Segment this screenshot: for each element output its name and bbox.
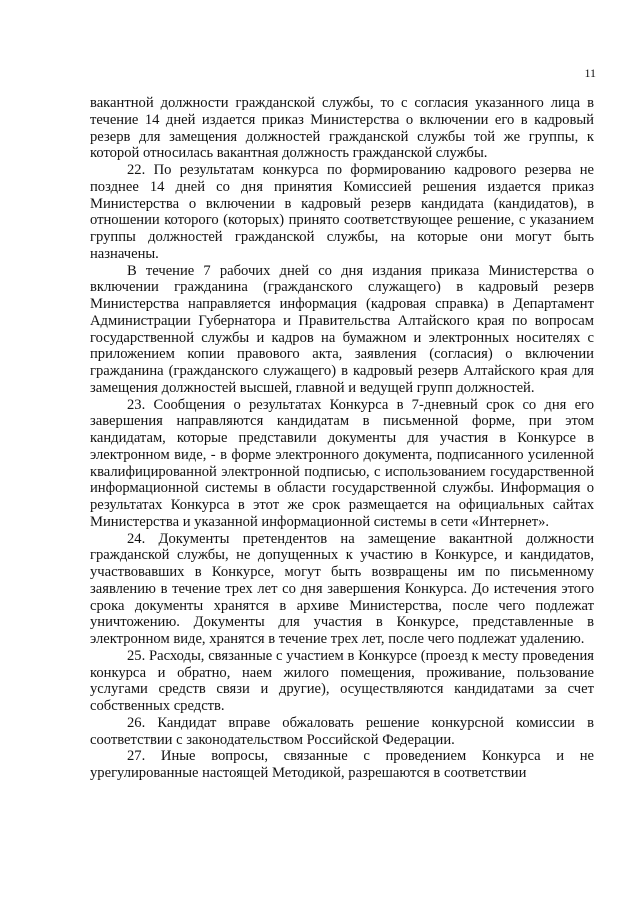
page-number: 11 bbox=[584, 66, 596, 80]
paragraph-26: 26. Кандидат вправе обжаловать решение конкурсной комиссии в соответствии с законодательством Российской Федерации. bbox=[90, 714, 594, 748]
paragraph-23: 23. Сообщения о результатах Конкурса в 7-дневный срок со дня его завершения направляются кандидатам в письменной форме, при этом кандидатам, которые представили документы для участия в Конкурсе в электронном виде, - в форме электронного документа, подписанного усиленной квалифицированной электронной подписью, с использованием государственной информационной системы в области государственной службы. Информация о результатах Конкурса в этот же срок размещается на официальных сайтах Министерства и указанной информационной системы в сети «Интернет». bbox=[90, 396, 594, 530]
paragraph-22: 22. По результатам конкурса по формированию кадрового резерва не позднее 14 дней со дня принятия Комиссией решения издается приказ Министерства о включении в кадровый резерв кандидата (кандидатов), в отношении которого (которых) принято соответствующее решение, с указанием группы должностей гражданской службы, на которые они могут быть назначены. bbox=[90, 162, 594, 262]
paragraph-24: 24. Документы претендентов на замещение вакантной должности гражданской службы, не допущенных к участию в Конкурсе, и кандидатов, участвовавших в Конкурсе, могут быть возвращены им по письменному заявлению в течение трех лет со дня завершения Конкурса. До истечения этого срока документы хранятся в архиве Министерства, после чего подлежат уничтожению. Документы для участия в Конкурсе, представленные в электронном виде, хранятся в течение трех лет, после чего подлежат удалению. bbox=[90, 530, 594, 647]
paragraph-25: 25. Расходы, связанные с участием в Конкурсе (проезд к месту проведения конкурса и обратно, наем жилого помещения, проживание, пользование услугами средств связи и другие), осуществляются кандидатами за счет собственных средств. bbox=[90, 647, 594, 714]
paragraph-22-information: В течение 7 рабочих дней со дня издания приказа Министерства о включении гражданина (гражданского служащего) в кадровый резерв Министерства направляется информация (кадровая справка) в Департамент Администрации Губернатора и Правительства Алтайского края по вопросам государственной службы и кадров на бумажном и электронных носителях с приложением копии правового акта, заявления (согласия) о включении гражданина (гражданского служащего) в кадровый резерв Алтайского края для замещения должностей высшей, главной и ведущей групп должностей. bbox=[90, 262, 594, 396]
paragraph-continuation: вакантной должности гражданской службы, то с согласия указанного лица в течение 14 дней издается приказ Министерства о включении его в кадровый резерв для замещения должностей гражданской службы той же группы, к которой относилась вакантная должность гражданской службы. bbox=[90, 95, 594, 162]
paragraph-27: 27. Иные вопросы, связанные с проведением Конкурса и не урегулированные настоящей Методикой, разрешаются в соответствии bbox=[90, 748, 594, 781]
document-body bbox=[90, 95, 594, 782]
